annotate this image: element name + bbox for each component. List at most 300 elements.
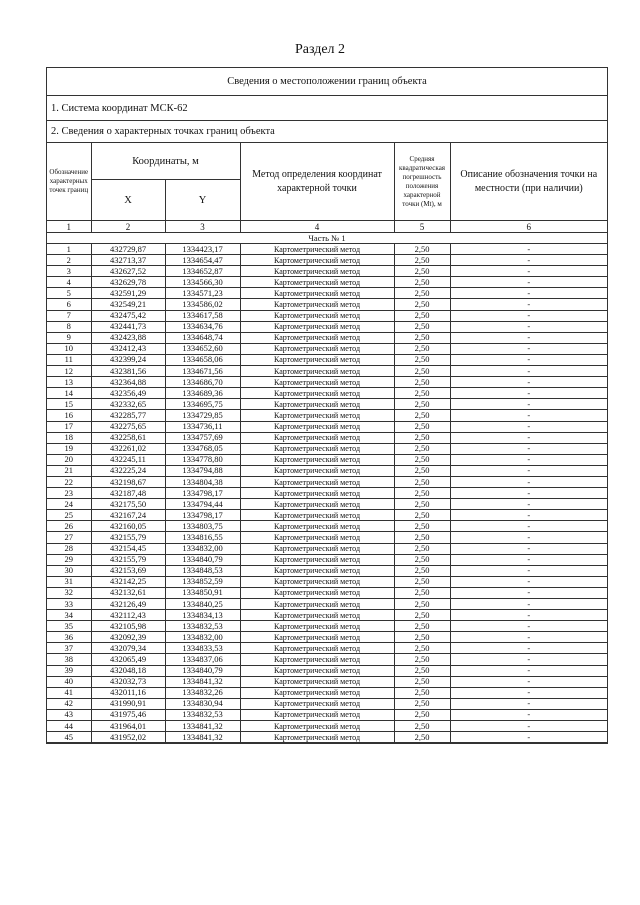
method-cell: Картометрический метод	[240, 288, 394, 299]
x-coord-cell: 432629,78	[91, 277, 165, 288]
accuracy-cell: 2,50	[394, 432, 450, 443]
point-number-cell: 13	[47, 377, 91, 388]
description-cell: -	[450, 632, 607, 643]
accuracy-cell: 2,50	[394, 687, 450, 698]
method-cell: Картометрический метод	[240, 343, 394, 354]
point-number-cell: 5	[47, 288, 91, 299]
method-cell: Картометрический метод	[240, 709, 394, 720]
x-coord-cell: 431990,91	[91, 698, 165, 709]
description-cell: -	[450, 288, 607, 299]
accuracy-cell: 2,50	[394, 698, 450, 709]
y-coord-cell: 1334816,55	[165, 532, 240, 543]
table-row	[47, 388, 607, 399]
point-number-cell: 15	[47, 399, 91, 410]
x-coord-cell: 432591,29	[91, 288, 165, 299]
table-row	[47, 255, 607, 266]
y-coord-cell: 1334654,47	[165, 255, 240, 266]
y-coord-cell: 1334837,06	[165, 654, 240, 665]
x-coord-cell: 432441,73	[91, 321, 165, 332]
point-number-cell: 35	[47, 621, 91, 632]
accuracy-cell: 2,50	[394, 366, 450, 377]
y-coord-cell: 1334757,69	[165, 432, 240, 443]
table-row	[47, 543, 607, 554]
col-header-point: Обозначение характерных точек границ	[47, 143, 91, 221]
accuracy-cell: 2,50	[394, 454, 450, 465]
description-cell: -	[450, 698, 607, 709]
accuracy-cell: 2,50	[394, 354, 450, 365]
y-coord-cell: 1334848,53	[165, 565, 240, 576]
table-row	[47, 343, 607, 354]
accuracy-cell: 2,50	[394, 565, 450, 576]
x-coord-cell: 431975,46	[91, 709, 165, 720]
col-number: 6	[450, 221, 607, 233]
accuracy-cell: 2,50	[394, 543, 450, 554]
method-cell: Картометрический метод	[240, 321, 394, 332]
y-coord-cell: 1334832,00	[165, 632, 240, 643]
x-coord-cell: 432275,65	[91, 421, 165, 432]
point-number-cell: 41	[47, 687, 91, 698]
x-coord-cell: 432132,61	[91, 587, 165, 598]
description-cell: -	[450, 599, 607, 610]
point-number-cell: 19	[47, 443, 91, 454]
x-coord-cell: 432713,37	[91, 255, 165, 266]
col-header-accuracy: Средняя квадратическая погрешность положения характерной точки (Mt), м	[394, 143, 450, 221]
col-number: 2	[91, 221, 165, 233]
x-coord-cell: 432032,73	[91, 676, 165, 687]
point-number-cell: 29	[47, 554, 91, 565]
accuracy-cell: 2,50	[394, 510, 450, 521]
method-cell: Картометрический метод	[240, 277, 394, 288]
col-number: 5	[394, 221, 450, 233]
method-cell: Картометрический метод	[240, 499, 394, 510]
accuracy-cell: 2,50	[394, 621, 450, 632]
accuracy-cell: 2,50	[394, 721, 450, 732]
point-number-cell: 21	[47, 465, 91, 476]
x-coord-cell: 432175,50	[91, 499, 165, 510]
column-number-row	[47, 221, 607, 233]
col-header-coords: Координаты, м	[91, 143, 240, 180]
point-number-cell: 36	[47, 632, 91, 643]
point-number-cell: 37	[47, 643, 91, 654]
table-row	[47, 621, 607, 632]
x-coord-cell: 431952,02	[91, 732, 165, 743]
y-coord-cell: 1334834,13	[165, 610, 240, 621]
y-coord-cell: 1334648,74	[165, 332, 240, 343]
description-cell: -	[450, 499, 607, 510]
y-coord-cell: 1334634,76	[165, 321, 240, 332]
point-number-cell: 12	[47, 366, 91, 377]
method-cell: Картометрический метод	[240, 255, 394, 266]
point-number-cell: 33	[47, 599, 91, 610]
y-coord-cell: 1334794,44	[165, 499, 240, 510]
point-number-cell: 11	[47, 354, 91, 365]
x-coord-cell: 432142,25	[91, 576, 165, 587]
y-coord-cell: 1334804,38	[165, 476, 240, 487]
method-cell: Картометрический метод	[240, 643, 394, 654]
table-row	[47, 377, 607, 388]
point-number-cell: 20	[47, 454, 91, 465]
col-header-y: Y	[165, 180, 240, 221]
y-coord-cell: 1334832,00	[165, 543, 240, 554]
method-cell: Картометрический метод	[240, 732, 394, 743]
point-number-cell: 14	[47, 388, 91, 399]
table-row	[47, 488, 607, 499]
description-cell: -	[450, 244, 607, 255]
point-number-cell: 4	[47, 277, 91, 288]
description-cell: -	[450, 621, 607, 632]
table-row	[47, 454, 607, 465]
accuracy-cell: 2,50	[394, 255, 450, 266]
x-coord-cell: 432155,79	[91, 532, 165, 543]
accuracy-cell: 2,50	[394, 288, 450, 299]
point-number-cell: 32	[47, 587, 91, 598]
method-cell: Картометрический метод	[240, 421, 394, 432]
y-coord-cell: 1334832,53	[165, 709, 240, 720]
y-coord-cell: 1334652,60	[165, 343, 240, 354]
description-cell: -	[450, 310, 607, 321]
accuracy-cell: 2,50	[394, 399, 450, 410]
point-number-cell: 18	[47, 432, 91, 443]
col-header-description: Описание обозначения точки на местности (при наличии)	[450, 143, 607, 221]
x-coord-cell: 432112,43	[91, 610, 165, 621]
description-cell: -	[450, 454, 607, 465]
table-row	[47, 266, 607, 277]
accuracy-cell: 2,50	[394, 321, 450, 332]
x-coord-cell: 432198,67	[91, 476, 165, 487]
method-cell: Картометрический метод	[240, 410, 394, 421]
accuracy-cell: 2,50	[394, 421, 450, 432]
description-cell: -	[450, 465, 607, 476]
y-coord-cell: 1334840,79	[165, 665, 240, 676]
x-coord-cell: 432105,98	[91, 621, 165, 632]
point-number-cell: 8	[47, 321, 91, 332]
table-row	[47, 310, 607, 321]
y-coord-cell: 1334850,91	[165, 587, 240, 598]
description-cell: -	[450, 388, 607, 399]
description-cell: -	[450, 366, 607, 377]
y-coord-cell: 1334832,26	[165, 687, 240, 698]
point-number-cell: 27	[47, 532, 91, 543]
table-row	[47, 721, 607, 732]
table-row	[47, 587, 607, 598]
accuracy-cell: 2,50	[394, 499, 450, 510]
document-frame	[46, 67, 608, 744]
x-coord-cell: 432381,56	[91, 366, 165, 377]
y-coord-cell: 1334566,30	[165, 277, 240, 288]
table-row	[47, 465, 607, 476]
col-header-x: X	[91, 180, 165, 221]
method-cell: Картометрический метод	[240, 576, 394, 587]
accuracy-cell: 2,50	[394, 443, 450, 454]
part-row	[47, 233, 607, 244]
point-number-cell: 9	[47, 332, 91, 343]
description-cell: -	[450, 554, 607, 565]
x-coord-cell: 432092,39	[91, 632, 165, 643]
description-cell: -	[450, 721, 607, 732]
x-coord-cell: 431964,01	[91, 721, 165, 732]
description-cell: -	[450, 709, 607, 720]
accuracy-cell: 2,50	[394, 709, 450, 720]
accuracy-cell: 2,50	[394, 410, 450, 421]
col-number: 4	[240, 221, 394, 233]
point-number-cell: 40	[47, 676, 91, 687]
points-table	[47, 143, 607, 743]
description-cell: -	[450, 610, 607, 621]
description-cell: -	[450, 587, 607, 598]
description-cell: -	[450, 521, 607, 532]
point-number-cell: 38	[47, 654, 91, 665]
x-coord-cell: 432079,34	[91, 643, 165, 654]
description-cell: -	[450, 488, 607, 499]
col-number: 3	[165, 221, 240, 233]
method-cell: Картометрический метод	[240, 310, 394, 321]
method-cell: Картометрический метод	[240, 354, 394, 365]
description-cell: -	[450, 676, 607, 687]
x-coord-cell: 432258,61	[91, 432, 165, 443]
method-cell: Картометрический метод	[240, 687, 394, 698]
y-coord-cell: 1334768,05	[165, 443, 240, 454]
point-number-cell: 45	[47, 732, 91, 743]
method-cell: Картометрический метод	[240, 543, 394, 554]
point-number-cell: 34	[47, 610, 91, 621]
description-cell: -	[450, 654, 607, 665]
x-coord-cell: 432154,45	[91, 543, 165, 554]
method-cell: Картометрический метод	[240, 632, 394, 643]
y-coord-cell: 1334778,80	[165, 454, 240, 465]
description-cell: -	[450, 421, 607, 432]
accuracy-cell: 2,50	[394, 610, 450, 621]
table-row	[47, 366, 607, 377]
point-number-cell: 22	[47, 476, 91, 487]
point-number-cell: 10	[47, 343, 91, 354]
page-title: Раздел 2	[294, 42, 346, 57]
accuracy-cell: 2,50	[394, 465, 450, 476]
x-coord-cell: 432225,24	[91, 465, 165, 476]
accuracy-cell: 2,50	[394, 665, 450, 676]
point-number-cell: 25	[47, 510, 91, 521]
point-number-cell: 44	[47, 721, 91, 732]
y-coord-cell: 1334689,36	[165, 388, 240, 399]
accuracy-cell: 2,50	[394, 632, 450, 643]
x-coord-cell: 432627,52	[91, 266, 165, 277]
x-coord-cell: 432412,43	[91, 343, 165, 354]
table-row	[47, 698, 607, 709]
x-coord-cell: 432160,05	[91, 521, 165, 532]
description-cell: -	[450, 476, 607, 487]
description-cell: -	[450, 343, 607, 354]
description-cell: -	[450, 255, 607, 266]
table-row	[47, 709, 607, 720]
method-cell: Картометрический метод	[240, 599, 394, 610]
x-coord-cell: 432167,24	[91, 510, 165, 521]
accuracy-cell: 2,50	[394, 732, 450, 743]
method-cell: Картометрический метод	[240, 366, 394, 377]
description-cell: -	[450, 576, 607, 587]
y-coord-cell: 1334852,59	[165, 576, 240, 587]
accuracy-cell: 2,50	[394, 587, 450, 598]
table-row	[47, 732, 607, 743]
table-row	[47, 665, 607, 676]
y-coord-cell: 1334423,17	[165, 244, 240, 255]
accuracy-cell: 2,50	[394, 332, 450, 343]
y-coord-cell: 1334840,79	[165, 554, 240, 565]
description-cell: -	[450, 732, 607, 743]
table-row	[47, 476, 607, 487]
description-cell: -	[450, 299, 607, 310]
point-number-cell: 2	[47, 255, 91, 266]
point-number-cell: 17	[47, 421, 91, 432]
method-cell: Картометрический метод	[240, 399, 394, 410]
y-coord-cell: 1334729,85	[165, 410, 240, 421]
accuracy-cell: 2,50	[394, 676, 450, 687]
col-number: 1	[47, 221, 91, 233]
description-cell: -	[450, 543, 607, 554]
accuracy-cell: 2,50	[394, 599, 450, 610]
table-row	[47, 554, 607, 565]
y-coord-cell: 1334798,17	[165, 510, 240, 521]
point-number-cell: 24	[47, 499, 91, 510]
point-number-cell: 3	[47, 266, 91, 277]
x-coord-cell: 432332,65	[91, 399, 165, 410]
method-cell: Картометрический метод	[240, 465, 394, 476]
method-cell: Картометрический метод	[240, 476, 394, 487]
method-cell: Картометрический метод	[240, 510, 394, 521]
accuracy-cell: 2,50	[394, 310, 450, 321]
point-number-cell: 30	[47, 565, 91, 576]
description-cell: -	[450, 532, 607, 543]
accuracy-cell: 2,50	[394, 643, 450, 654]
x-coord-cell: 432261,02	[91, 443, 165, 454]
accuracy-cell: 2,50	[394, 343, 450, 354]
point-number-cell: 6	[47, 299, 91, 310]
x-coord-cell: 432356,49	[91, 388, 165, 399]
method-cell: Картометрический метод	[240, 721, 394, 732]
y-coord-cell: 1334830,94	[165, 698, 240, 709]
description-cell: -	[450, 432, 607, 443]
y-coord-cell: 1334841,32	[165, 676, 240, 687]
method-cell: Картометрический метод	[240, 332, 394, 343]
table-row	[47, 354, 607, 365]
table-row	[47, 576, 607, 587]
point-number-cell: 28	[47, 543, 91, 554]
table-row	[47, 399, 607, 410]
method-cell: Картометрический метод	[240, 443, 394, 454]
accuracy-cell: 2,50	[394, 377, 450, 388]
y-coord-cell: 1334803,75	[165, 521, 240, 532]
x-coord-cell: 432126,49	[91, 599, 165, 610]
table-row	[47, 432, 607, 443]
y-coord-cell: 1334798,17	[165, 488, 240, 499]
method-cell: Картометрический метод	[240, 388, 394, 399]
table-row	[47, 499, 607, 510]
accuracy-cell: 2,50	[394, 576, 450, 587]
x-coord-cell: 432048,18	[91, 665, 165, 676]
description-cell: -	[450, 687, 607, 698]
x-coord-cell: 432245,11	[91, 454, 165, 465]
point-number-cell: 43	[47, 709, 91, 720]
accuracy-cell: 2,50	[394, 388, 450, 399]
y-coord-cell: 1334833,53	[165, 643, 240, 654]
method-cell: Картометрический метод	[240, 621, 394, 632]
x-coord-cell: 432187,48	[91, 488, 165, 499]
point-number-cell: 39	[47, 665, 91, 676]
x-coord-cell: 432153,69	[91, 565, 165, 576]
point-number-cell: 1	[47, 244, 91, 255]
table-row	[47, 410, 607, 421]
x-coord-cell: 432155,79	[91, 554, 165, 565]
y-coord-cell: 1334652,87	[165, 266, 240, 277]
y-coord-cell: 1334658,06	[165, 354, 240, 365]
y-coord-cell: 1334586,02	[165, 299, 240, 310]
method-cell: Картометрический метод	[240, 587, 394, 598]
x-coord-cell: 432364,88	[91, 377, 165, 388]
method-cell: Картометрический метод	[240, 266, 394, 277]
points-title-line: 2. Сведения о характерных точках границ объекта	[47, 121, 607, 143]
accuracy-cell: 2,50	[394, 554, 450, 565]
y-coord-cell: 1334571,23	[165, 288, 240, 299]
table-row	[47, 643, 607, 654]
method-cell: Картометрический метод	[240, 665, 394, 676]
method-cell: Картометрический метод	[240, 676, 394, 687]
description-cell: -	[450, 377, 607, 388]
table-row	[47, 299, 607, 310]
table-row	[47, 687, 607, 698]
table-row	[47, 654, 607, 665]
table-row	[47, 277, 607, 288]
description-cell: -	[450, 443, 607, 454]
accuracy-cell: 2,50	[394, 521, 450, 532]
y-coord-cell: 1334841,32	[165, 732, 240, 743]
y-coord-cell: 1334841,32	[165, 721, 240, 732]
method-cell: Картометрический метод	[240, 377, 394, 388]
method-cell: Картометрический метод	[240, 488, 394, 499]
description-cell: -	[450, 643, 607, 654]
x-coord-cell: 432475,42	[91, 310, 165, 321]
description-cell: -	[450, 399, 607, 410]
table-row	[47, 321, 607, 332]
method-cell: Картометрический метод	[240, 532, 394, 543]
method-cell: Картометрический метод	[240, 521, 394, 532]
method-cell: Картометрический метод	[240, 454, 394, 465]
y-coord-cell: 1334736,11	[165, 421, 240, 432]
description-cell: -	[450, 410, 607, 421]
x-coord-cell: 432399,24	[91, 354, 165, 365]
table-row	[47, 510, 607, 521]
table-row	[47, 521, 607, 532]
accuracy-cell: 2,50	[394, 299, 450, 310]
point-number-cell: 16	[47, 410, 91, 421]
method-cell: Картометрический метод	[240, 565, 394, 576]
y-coord-cell: 1334686,70	[165, 377, 240, 388]
accuracy-cell: 2,50	[394, 488, 450, 499]
accuracy-cell: 2,50	[394, 277, 450, 288]
table-row	[47, 565, 607, 576]
method-cell: Картометрический метод	[240, 654, 394, 665]
method-cell: Картометрический метод	[240, 299, 394, 310]
point-number-cell: 31	[47, 576, 91, 587]
description-cell: -	[450, 354, 607, 365]
x-coord-cell: 432065,49	[91, 654, 165, 665]
method-cell: Картометрический метод	[240, 698, 394, 709]
description-cell: -	[450, 266, 607, 277]
point-number-cell: 23	[47, 488, 91, 499]
y-coord-cell: 1334794,88	[165, 465, 240, 476]
table-row	[47, 443, 607, 454]
accuracy-cell: 2,50	[394, 532, 450, 543]
description-cell: -	[450, 321, 607, 332]
x-coord-cell: 432011,16	[91, 687, 165, 698]
description-cell: -	[450, 565, 607, 576]
